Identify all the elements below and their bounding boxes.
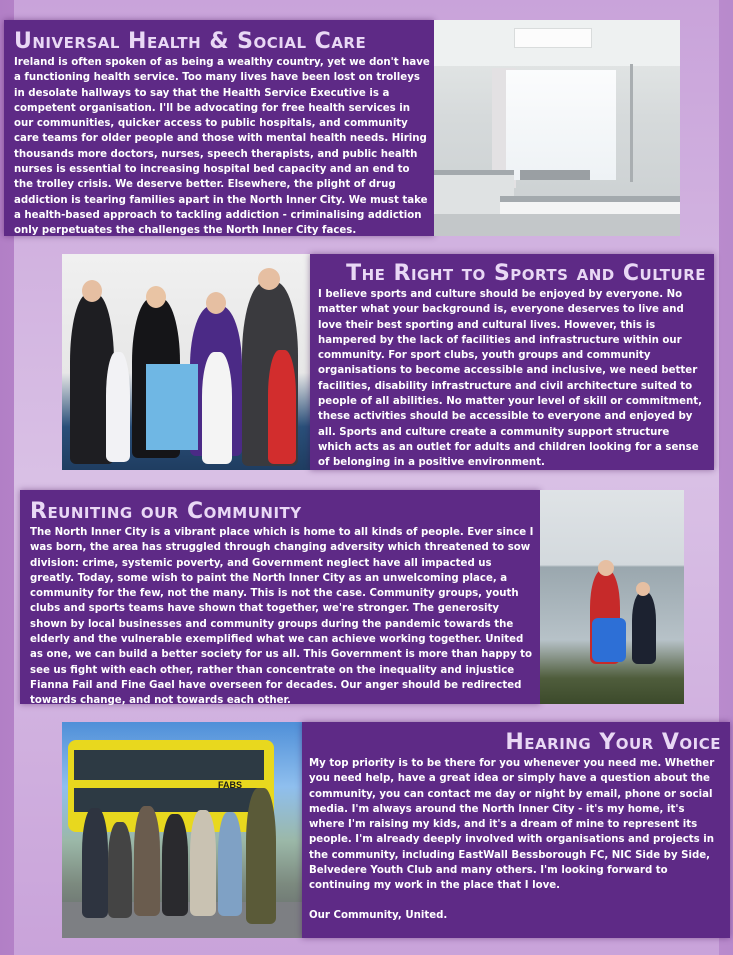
section-health-heading: Universal Health & Social Care bbox=[14, 29, 367, 54]
section-health-body: Ireland is often spoken of as being a wealthy country, yet we don't have a functioning health service. Too many lives have been lost on trolleys in desolate hallways to say that the Health Service Executive is a competent organisation. I'll be advocating for free health services in our communities, quicker access to public hospitals, and community care teams for older people and those with mental health needs. Hiring thousands more doctors, nurses, speech therapists, and public health nurses is essential to increasing hospital bed capacity and an end to the trolley crisis. We deserve better. Elsewhere, the plight of drug addiction is tearing families apart in the North Inner City. We must take a health-based approach to tackling addiction - criminalising addiction only perpetuates the challenges the North Inner City faces. bbox=[14, 57, 430, 237]
lake-cleanup-photo bbox=[540, 490, 684, 704]
sports-group-photo bbox=[62, 254, 310, 470]
bus-destination-sign: FABS bbox=[218, 780, 243, 790]
section-voice-heading: Hearing Your Voice bbox=[505, 730, 721, 755]
section-sports-body: I believe sports and culture should be enjoyed by everyone. No matter what your background is, everyone deserves to live and love their best sporting and cultural lives. However, this is hampered by the lack of facilities and infrastructure within our community. For sport clubs, youth groups and community organisations to become accessible and inclusive, we need better facilities, disability infrastructure and civil architecture suited to people of all abilities. No matter your level of skill or commitment, these activities should be accessible to everyone and enjoyed by all. Sports and culture create a community support structure which acts as an outlet for adults and children looking for a sense of belonging in a positive environment. bbox=[318, 289, 703, 469]
section-health-panel bbox=[4, 20, 434, 236]
section-voice-panel bbox=[302, 722, 730, 938]
section-community-panel bbox=[20, 490, 540, 707]
section-community-heading: Reuniting our Community bbox=[30, 499, 302, 524]
hospital-room-photo bbox=[434, 20, 680, 236]
bus-group-photo bbox=[62, 722, 302, 938]
section-sports-heading: The Right to Sports and Culture bbox=[346, 261, 706, 286]
section-community-body: The North Inner City is a vibrant place which is home to all kinds of people. Ever since I was born, the area has struggled through changing adversity which threatened to sow division: crime, systemic poverty, and Government neglect have all impacted us greatly. Today, some wish to paint the North Inner City as an unwelcoming place, a community for the few, not the many. This is not the case. Community groups, youth clubs and sports teams have shown that together, we're stronger. The generosity shown by local businesses and community groups during the pandemic towards the elderly and the vulnerable exemplified what we can achieve working together. United as one, we can build a better society for us all. This Government is more than happy to see us fight with each other, rather than concentrate on the inequality and injustice Fianna Fail and Fine Gael have overseen for decades. Our anger should be redirected towards change, and not towards each other. bbox=[30, 527, 534, 707]
section-sports-panel bbox=[310, 254, 714, 470]
section-voice-body: My top priority is to be there for you whenever you need me. Whether you need help, have a great idea or simply have a question about the community, you can contact me day or night by email, phone or social media. I'm always around the North Inner City - it's my home, it's where I'm raising my kids, and it's a dream of mine to represent its people. I'm already deeply involved with organisations and projects in the community, including EastWall Bessborough FC, NIC Side by Side, Belvedere Youth Club and many others. I'm looking forward to continuing my work in the place that I love. bbox=[309, 758, 715, 892]
section-voice-signoff: Our Community, United. bbox=[309, 909, 448, 921]
